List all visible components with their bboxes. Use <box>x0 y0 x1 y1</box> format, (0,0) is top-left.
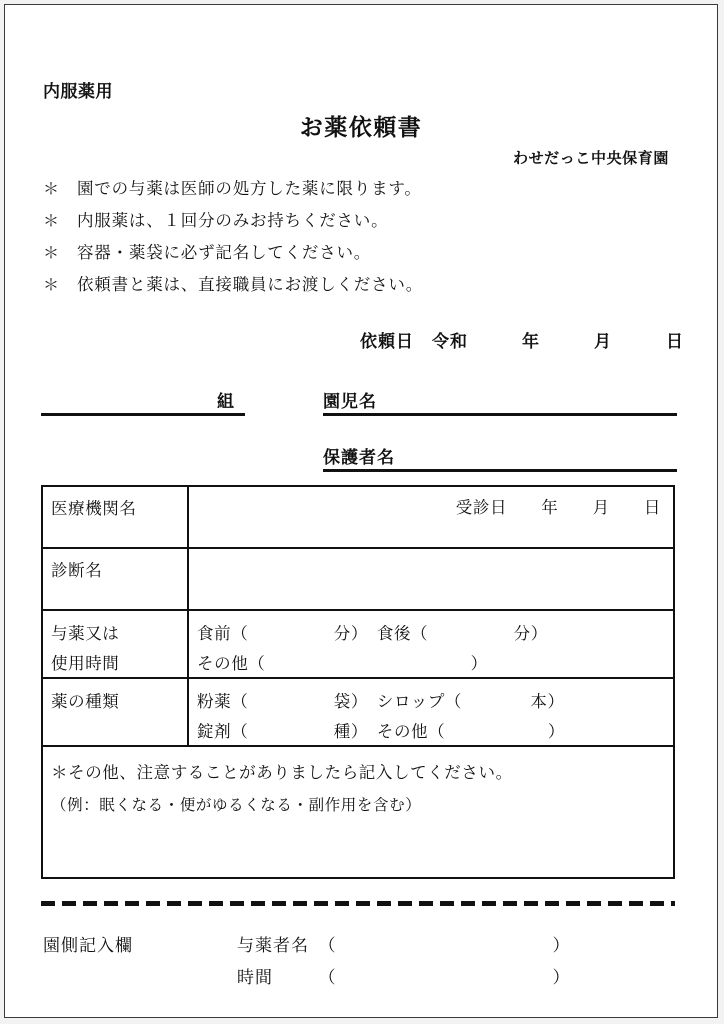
list-item <box>43 207 663 239</box>
staff-administrator-name-field[interactable]: 与薬者名 （ ） <box>237 936 571 956</box>
row-label-diagnosis <box>42 548 188 610</box>
page-title: お薬依頼書 <box>299 115 423 141</box>
asterisk-icon: ＊ <box>43 243 60 262</box>
instruction-text: 内服薬は、１回分のみお持ちください。 <box>77 211 389 230</box>
asterisk-icon: ＊ <box>43 275 60 294</box>
staff-section-label: 園側記入欄 <box>43 936 133 956</box>
row-value-medicine-type[interactable] <box>188 678 674 746</box>
asterisk-icon: ＊ <box>43 179 60 198</box>
child-name-input-line[interactable] <box>323 413 677 416</box>
additional-notes-instruction: ＊その他、注意することがありましたら記入してください。 <box>51 763 513 782</box>
instruction-text: 容器・薬袋に必ず記名してください。 <box>77 243 372 262</box>
row-value-dose-time[interactable] <box>188 610 674 678</box>
diagnosis-field[interactable] <box>189 549 673 609</box>
list-item <box>43 175 663 207</box>
label-text-line2: 使用時間 <box>51 654 120 673</box>
table-row <box>42 610 674 678</box>
table-row <box>42 548 674 610</box>
list-item <box>43 271 663 303</box>
instruction-text: 依頼書と薬は、直接職員にお渡しください。 <box>77 275 423 294</box>
dose-time-before-after-field[interactable]: 食前（ 分） 食後（ 分） <box>197 624 548 643</box>
form-page <box>4 4 718 1018</box>
row-label-medical-institution <box>42 486 188 548</box>
row-label-dose-time <box>42 610 188 678</box>
staff-time-field[interactable]: 時間 （ ） <box>237 968 571 988</box>
class-label: 組 <box>217 392 234 412</box>
table-row <box>42 678 674 746</box>
label-text: 診断名 <box>51 561 103 580</box>
label-text: 医療機関名 <box>51 499 137 518</box>
medicine-powder-syrup-field[interactable]: 粉薬（ 袋） シロップ（ 本） <box>197 692 565 711</box>
visit-date-field[interactable]: 受診日 年 月 日 <box>455 498 661 517</box>
asterisk-icon: ＊ <box>43 211 60 230</box>
row-additional-notes[interactable] <box>42 746 674 878</box>
guardian-name-label: 保護者名 <box>323 448 395 468</box>
organization-name: わせだっこ中央保育園 <box>512 149 669 167</box>
table-row <box>42 486 674 548</box>
instruction-text: 園での与薬は医師の処方した薬に限ります。 <box>77 179 422 198</box>
medication-table <box>41 485 675 879</box>
form-kind-label: 内服薬用 <box>43 82 113 102</box>
row-value-diagnosis[interactable] <box>188 548 674 610</box>
request-date-field[interactable]: 依頼日 令和 年 月 日 <box>360 332 684 352</box>
additional-notes-example: （例：眠くなる・便がゆるくなる・副作用を含む） <box>51 796 422 814</box>
child-name-label: 園児名 <box>323 392 377 412</box>
medicine-tablet-other-field[interactable]: 錠剤（ 種） その他（ ） <box>197 722 565 741</box>
class-input-line[interactable] <box>41 413 245 416</box>
row-label-medicine-type <box>42 678 188 746</box>
guardian-name-input-line[interactable] <box>323 469 677 472</box>
list-item <box>43 239 663 271</box>
dashed-separator <box>41 901 675 906</box>
row-value-medical-institution[interactable] <box>188 486 674 548</box>
instructions-list <box>43 175 663 303</box>
label-text-line1: 薬の種類 <box>51 692 120 711</box>
dose-time-other-field[interactable]: その他（ ） <box>197 654 488 673</box>
table-row <box>42 746 674 878</box>
label-text-line1: 与薬又は <box>51 624 120 643</box>
